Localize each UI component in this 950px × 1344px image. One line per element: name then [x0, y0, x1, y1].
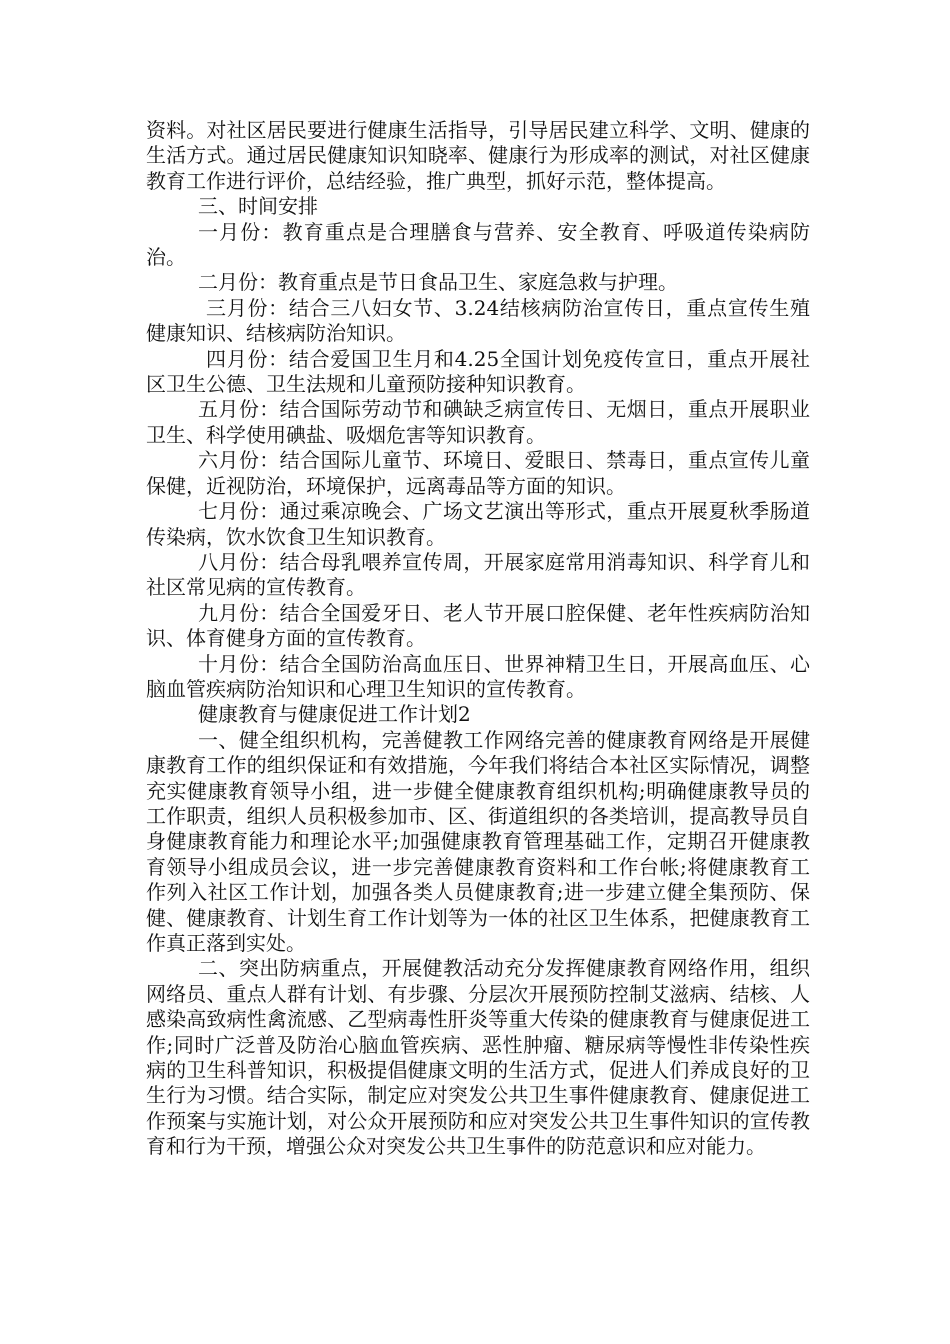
- paragraph-february: 二月份：教育重点是节日食品卫生、家庭急救与护理。: [198, 270, 678, 295]
- paragraph-organization: 一、健全组织机构，完善健教工作网络完善的健康教育网络是开展健康教育工作的组织保证和有效措施，今年我们将结合本社区实际情况，调整充实健康教育领导小组，进一步健全健康教育组织机构;明确健康教导员的工作职责，组织人员积极参加市、区、街道组织的各类培训，提高教导员自身健康教育能力和理论水平;加强健康教育管理基础工作，定期召开健康教育领导小组成员会议，进一步完善健康教育资料和工作台帐;将健康教育工作列入社区工作计划，加强各类人员健康教育;进一步建立健全集预防、保健、健康教育、计划生育工作计划等为一体的社区卫生体系，把健康教育工作真正落到实处。: [146, 727, 810, 955]
- paragraph-july: 七月份：通过乘凉晚会、广场文艺演出等形式，重点开展夏秋季肠道传染病，饮水饮食卫生知识教育。: [146, 499, 810, 549]
- document-page: [146, 118, 810, 1160]
- document-subtitle-plan-2: 健康教育与健康促进工作计划2: [198, 702, 471, 727]
- paragraph-january: 一月份：教育重点是合理膳食与营养、安全教育、呼吸道传染病防治。: [146, 219, 810, 270]
- paragraph-september: 九月份：结合全国爱牙日、老人节开展口腔保健、老年性疾病防治知识、体育健身方面的宣传教育。: [146, 600, 810, 651]
- section-heading-schedule: 三、时间安排: [198, 194, 318, 219]
- paragraph-august: 八月份：结合母乳喂养宣传周，开展家庭常用消毒知识、科学育儿和社区常见病的宣传教育。: [146, 549, 810, 600]
- paragraph-october: 十月份：结合全国防治高血压日、世界神精卫生日，开展高血压、心脑血管疾病防治知识和心理卫生知识的宣传教育。: [146, 651, 810, 701]
- paragraph-june: 六月份：结合国际儿童节、环境日、爱眼日、禁毒日，重点宣传儿童保健，近视防治，环境保护，远离毒品等方面的知识。: [146, 448, 810, 498]
- paragraph-may: 五月份：结合国际劳动节和碘缺乏病宣传日、无烟日，重点开展职业卫生、科学使用碘盐、吸烟危害等知识教育。: [146, 397, 810, 447]
- paragraph-intro-continuation: 资料。对社区居民要进行健康生活指导，引导居民建立科学、文明、健康的生活方式。通过居民健康知识知晓率、健康行为形成率的测试，对社区健康教育工作进行评价，总结经验，推广典型，抓好示范，整体提高。: [146, 118, 810, 193]
- paragraph-april: 四月份：结合爱国卫生月和4.25全国计划免疫传宣日，重点开展社区卫生公德、卫生法规和儿童预防接种知识教育。: [146, 346, 810, 397]
- paragraph-disease-prevention: 二、突出防病重点，开展健教活动充分发挥健康教育网络作用，组织网络员、重点人群有计划、有步骤、分层次开展预防控制艾滋病、结核、人感染高致病性禽流感、乙型病毒性肝炎等重大传染的健康教育与健康促进工作;同时广泛普及防治心脑血管疾病、恶性肿瘤、糖尿病等慢性非传染性疾病的卫生科普知识，积极提倡健康文明的生活方式，促进人们养成良好的卫生行为习惯。结合实际，制定应对突发公共卫生事件健康教育、健康促进工作预案与实施计划，对公众开展预防和应对突发公共卫生事件知识的宣传教育和行为干预，增强公众对突发公共卫生事件的防范意识和应对能力。: [146, 956, 810, 1159]
- paragraph-march: 三月份：结合三八妇女节、3.24结核病防治宣传日，重点宣传生殖健康知识、结核病防治知识。: [146, 295, 810, 346]
